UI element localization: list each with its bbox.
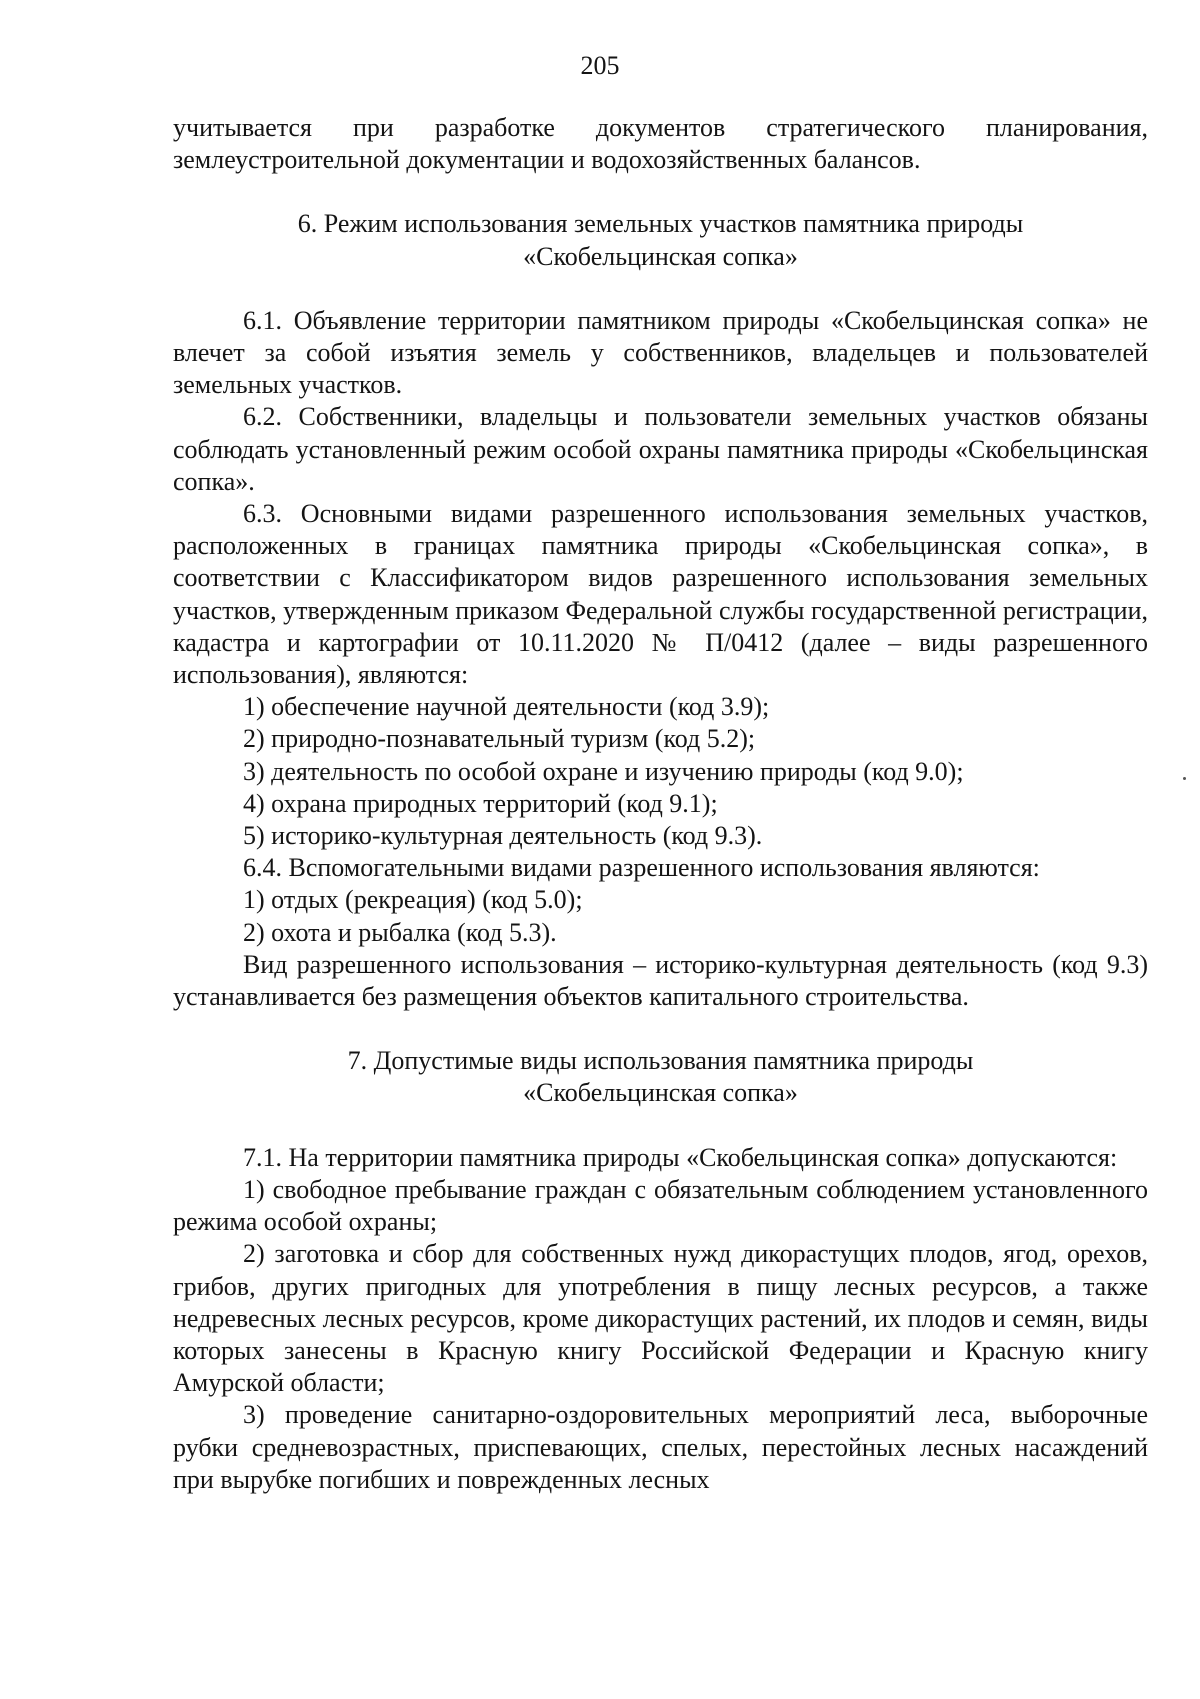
paragraph-7-1: 7.1. На территории памятника природы «Скобельцинская сопка» допускаются: — [243, 1142, 1118, 1172]
paragraph-6-2: 6.2. Собственники, владельцы и пользователи земельных участков обязаны соблюдать установленный режим особой охраны памятника природы «Скобельцинская сопка». — [173, 402, 1148, 496]
section-7-heading-line-2: «Скобельцинская сопка» — [523, 1078, 798, 1108]
main-use-item: 2) природно-познавательный туризм (код 5.2); — [243, 724, 756, 754]
paragraph-6-3: 6.3. Основными видами разрешенного использования земельных участков, расположенных в границах памятника природы «Скобельцинская сопка», в соответствии с Классификатором видов разрешенного использования земельных участков, утвержденным приказом Федеральной службы государственной регистрации, кадастра и картографии от 10.11.2020 № П/0412 (далее – виды разрешенного использования), являются: — [173, 499, 1148, 690]
document-body — [173, 112, 1148, 1496]
section-6-heading-line-2: «Скобельцинская сопка» — [523, 241, 798, 271]
permitted-item: 2) заготовка и сбор для собственных нужд дикорастущих плодов, ягод, орехов, грибов, других пригодных для употребления в пищу лесных ресурсов, а также недревесных лесных ресурсов, кроме дикорастущих растений, их плодов и семян, виды которых занесены в Красную книгу Российской Федерации и Красную книгу Амурской области; — [173, 1239, 1148, 1398]
main-use-item: 4) охрана природных территорий (код 9.1); — [243, 788, 718, 818]
section-7-heading — [173, 1045, 1148, 1109]
paragraph-6-4: 6.4. Вспомогательными видами разрешенного использования являются: — [243, 853, 1040, 883]
section-6-heading-line-1: 6. Режим использования земельных участков памятника природы — [297, 209, 1024, 239]
aux-use-item: 2) охота и рыбалка (код 5.3). — [243, 917, 557, 947]
main-use-item: 3) деятельность по особой охране и изучению природы (код 9.0); — [243, 756, 964, 786]
paragraph-6-5: Вид разрешенного использования – историко-культурная деятельность (код 9.3) устанавливается без размещения объектов капитального строительства. — [173, 949, 1148, 1012]
permitted-item: 1) свободное пребывание граждан с обязательным соблюдением установленного режима особой охраны; — [173, 1174, 1148, 1237]
aux-use-item: 1) отдых (рекреация) (код 5.0); — [243, 885, 583, 915]
page-number: 205 — [580, 51, 620, 80]
scan-speck — [1183, 777, 1186, 780]
section-6-heading — [173, 208, 1148, 272]
main-use-item: 1) обеспечение научной деятельности (код 3.9); — [243, 692, 770, 722]
permitted-item: 3) проведение санитарно-оздоровительных мероприятий леса, выборочные рубки средневозрастных, приспевающих, спелых, перестойных лесных насаждений при вырубке погибших и поврежденных лесных — [173, 1400, 1148, 1494]
paragraph-6-1: 6.1. Объявление территории памятником природы «Скобельцинская сопка» не влечет за собой изъятия земель у собственников, владельцев и пользователей земельных участков. — [173, 305, 1148, 400]
intro-paragraph: учитывается при разработке документов стратегического планирования, землеустроительной документации и водохозяйственных балансов. — [173, 113, 1148, 175]
main-use-item: 5) историко-культурная деятельность (код 9.3). — [243, 821, 763, 851]
section-7-heading-line-1: 7. Допустимые виды использования памятника природы — [347, 1046, 974, 1076]
